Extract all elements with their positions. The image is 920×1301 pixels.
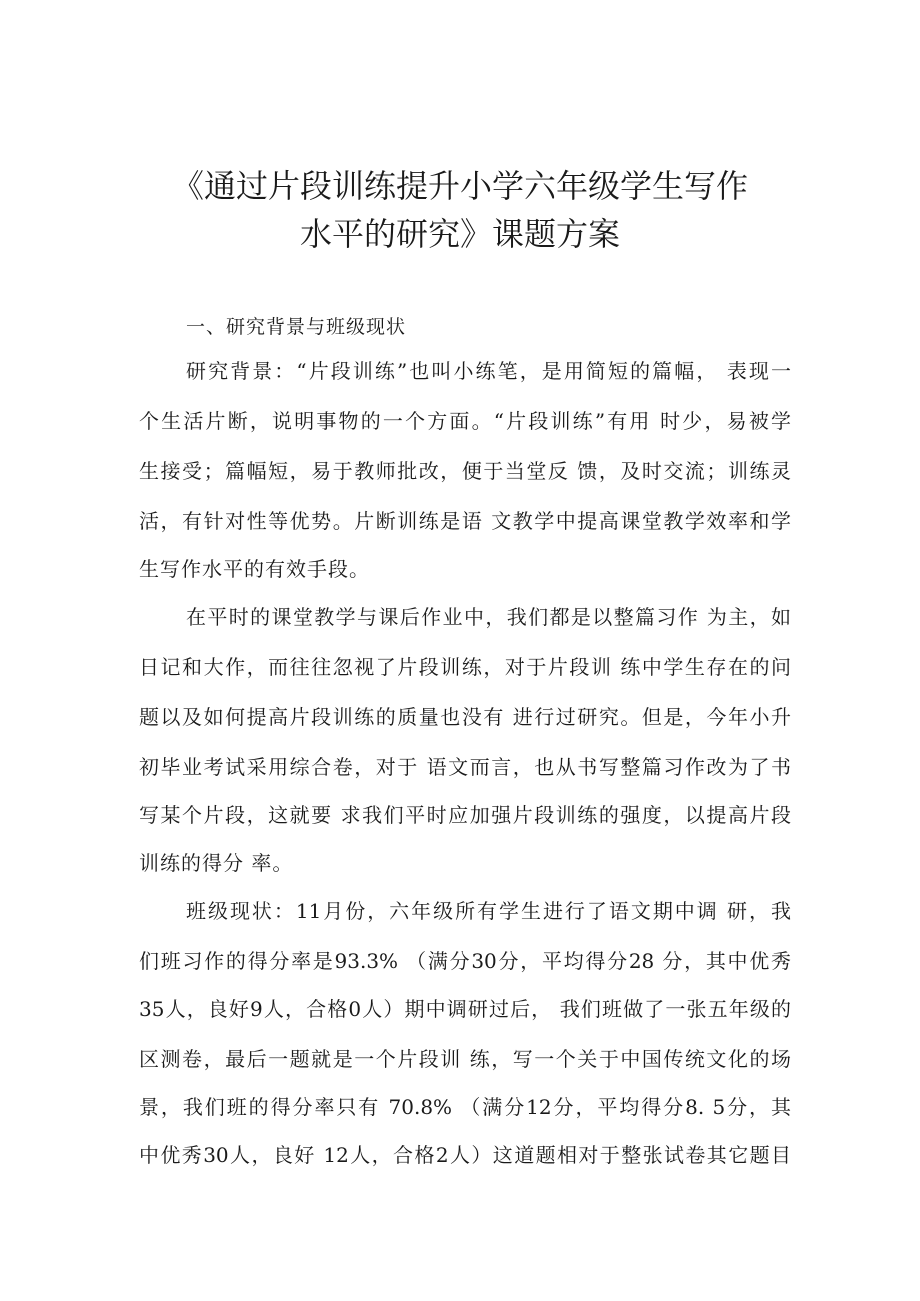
paragraph-1-line-4: 活，有针对性等优势。片断训练是语 文教学中提高课堂教学效率和学 [139, 509, 791, 533]
paragraph-2-line-5: 写某个片段，这就要 求我们平时应加强片段训练的强度，以提高片段 [139, 803, 791, 827]
paragraph-2-line-1: 在平时的课堂教学与课后作业中，我们都是以整篇习作 为主，如 [186, 605, 791, 629]
paragraph-3-line-3: 35人，良好9人，合格0人）期中调研过后， 我们班做了一张五年级的 [139, 997, 791, 1021]
section-heading: 一、研究背景与班级现状 [186, 316, 407, 338]
paragraph-2-line-6: 训练的得分 率。 [139, 851, 294, 875]
paragraph-1-line-5: 生写作水平的有效手段。 [139, 557, 370, 581]
paragraph-3-line-4: 区测卷，最后一题就是一个片段训 练，写一个关于中国传统文化的场 [139, 1047, 791, 1071]
paragraph-3-line-5: 景，我们班的得分率只有 70.8% （满分12分，平均得分8. 5分，其 [139, 1095, 791, 1119]
paragraph-1-line-2: 个生活片断，说明事物的一个方面。“片段训练”有用 时少，易被学 [139, 409, 791, 433]
paragraph-3-line-6: 中优秀30人，良好 12人，合格2人）这道题相对于整张试卷其它题目 [139, 1143, 791, 1167]
document-title-line2: 水平的研究》课题方案 [299, 215, 620, 253]
paragraph-2-line-4: 初毕业考试采用综合卷，对于 语文而言，也从书写整篇习作改为了书 [139, 755, 791, 779]
paragraph-3-line-2: 们班习作的得分率是93.3% （满分30分，平均得分28 分，其中优秀 [139, 949, 791, 973]
paragraph-1-line-3: 生接受；篇幅短，易于教师批改，便于当堂反 馈，及时交流；训练灵 [139, 459, 791, 483]
paragraph-1-line-1: 研究背景：“片段训练”也叫小练笔，是用简短的篇幅， 表现一 [186, 359, 791, 383]
paragraph-3-line-1: 班级现状：11月份，六年级所有学生进行了语文期中调 研，我 [186, 899, 791, 923]
paragraph-2-line-2: 日记和大作，而往往忽视了片段训练，对于片段训 练中学生存在的问 [139, 655, 791, 679]
paragraph-2-line-3: 题以及如何提高片段训练的质量也没有 进行过研究。但是，今年小升 [139, 705, 791, 729]
document-title-line1: 《通过片段训练提升小学六年级学生写作 [171, 167, 748, 205]
